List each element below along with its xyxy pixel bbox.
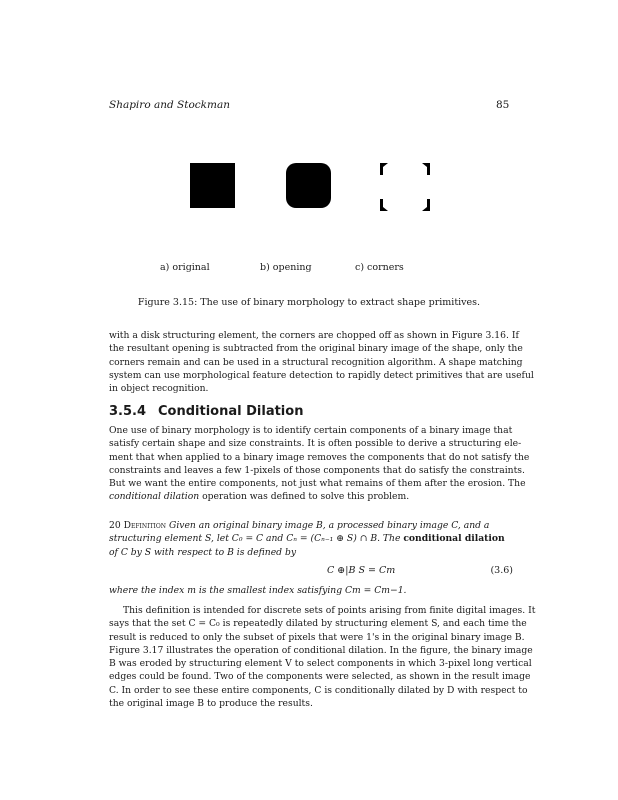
text-line: constraints and leaves a few 1-pixels of those components that do satisfy the constraints. — [109, 464, 525, 476]
text-line: the resultant opening is subtracted from the original binary image of the shape, only the — [109, 343, 523, 355]
running-head: Shapiro and Stockman — [109, 99, 231, 111]
paragraph-intro — [109, 424, 530, 504]
text-line: But we want the entire components, not just what remains of them after the erosion. The — [109, 478, 526, 490]
text-line: result is reduced to only the subset of pixels that were 1's in the original binary image B. — [109, 631, 525, 643]
text-line: in object recognition. — [109, 383, 209, 395]
equation-number: (3.6) — [490, 565, 513, 576]
defined-term: conditional dilation — [403, 533, 505, 545]
text-fragment: Given an original binary image B, a processed binary image C, and a — [168, 520, 490, 531]
text-line: system can use morphological feature detection to rapidly detect primitives that are useful — [109, 369, 534, 381]
page-number: 85 — [496, 99, 510, 111]
corner-bottom-left — [380, 199, 388, 211]
definition-line — [109, 519, 513, 532]
opened-rounded-shape — [286, 163, 331, 208]
text-line: One use of binary morphology is to identify certain components of a binary image that — [109, 425, 513, 436]
equation: C ⊕|B S = Cm — [327, 565, 396, 576]
text-line: C. In order to see these entire components, C is conditionally dilated by D with respect to — [109, 684, 528, 696]
text-line: edges could be found. Two of the components were selected, as shown in the result image — [109, 671, 531, 683]
text-line: where the index m is the smallest index satisfying Cm = Cm−1. — [109, 585, 407, 596]
corner-bottom-right — [422, 199, 430, 211]
paragraph-explanation — [109, 604, 536, 710]
text-line: B was eroded by structuring element V to select components in which 3-pixel long vertical — [109, 658, 532, 670]
text-line: says that the set C = C₀ is repeatedly dilated by structuring element S, and each time the — [109, 618, 527, 630]
panel-a-label: a) original — [160, 262, 210, 273]
text-line: ment that when applied to a binary image removes the components that do not satisfy the — [109, 451, 530, 463]
text-fragment: structuring element S, let C₀ = C and Cₙ = (Cₙ₋₁ ⊕ S) ∩ B. The — [109, 533, 401, 545]
original-square-shape — [190, 163, 235, 208]
text-line: with a disk structuring element, the corners are chopped off as shown in Figure 3.16. If — [109, 330, 519, 341]
figure-caption: Figure 3.15: The use of binary morphology to extract shape primitives. — [137, 297, 481, 308]
text-line: satisfy certain shape and size constraints. It is often possible to derive a structuring ele- — [109, 438, 522, 450]
text-line: corners remain and can be used in a structural recognition algorithm. A shape matching — [109, 356, 523, 368]
section-number: 3.5.4 — [109, 404, 147, 419]
section-heading — [109, 404, 303, 419]
emphasis-term: conditional dilation — [109, 491, 200, 503]
definition-label: 20 Definition — [109, 520, 167, 531]
definition-where — [109, 584, 513, 597]
definition-line — [109, 532, 513, 545]
text-line: Figure 3.17 illustrates the operation of conditional dilation. In the figure, the binary image — [109, 644, 533, 656]
corner-top-right — [422, 163, 430, 175]
panel-b-label: b) opening — [260, 262, 312, 273]
paragraph-corners — [109, 329, 534, 395]
section-title: Conditional Dilation — [158, 404, 304, 419]
text-line: This definition is intended for discrete sets of points arising from finite digital images. It — [123, 605, 536, 616]
corners-shape — [380, 163, 430, 211]
text-line: the original image B to produce the results. — [109, 698, 313, 710]
text-line — [109, 490, 513, 503]
corner-top-left — [380, 163, 388, 175]
definition-line: of C by S with respect to B is defined by — [109, 546, 297, 558]
definition-block — [109, 519, 513, 559]
panel-c-label: c) corners — [355, 262, 404, 273]
text-fragment: operation was defined to solve this problem. — [199, 491, 410, 503]
